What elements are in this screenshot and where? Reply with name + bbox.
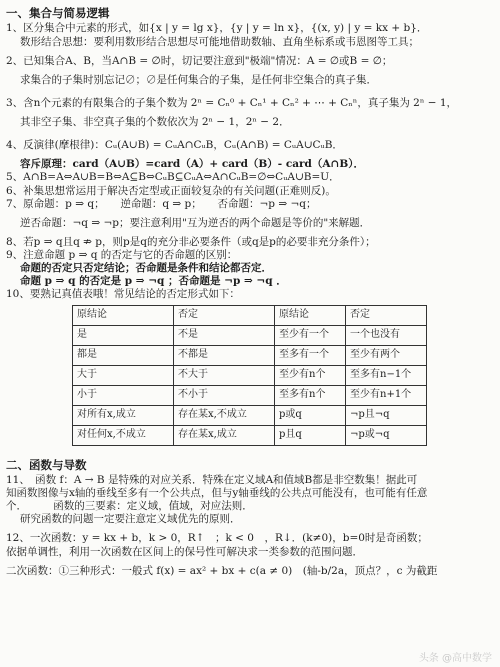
table-cell: ¬p且¬q <box>346 405 427 425</box>
item-6: 6、补集思想常运用于解决否定型或正面较复杂的有关问题(正难则反)。 <box>6 184 336 197</box>
item-7b: 逆否命题：¬q ⇒ ¬p；要注意利用"互为逆否的两个命题是等价的"来解题． <box>20 216 371 229</box>
item-11: 11、 函数 f：A → B 是特殊的对应关系．特殊在定义域A和值域B都是非空数集！据此可 <box>6 473 418 486</box>
section2-title: 二、函数与导数 <box>6 457 87 472</box>
table-cell: 是 <box>73 325 174 345</box>
table-cell: 至少有两个 <box>346 345 427 365</box>
table-header: 否定 <box>174 305 275 325</box>
table-cell: 不是 <box>174 325 275 345</box>
table-cell: 不都是 <box>174 345 275 365</box>
table-row <box>73 345 427 365</box>
table-cell: 至少有一个 <box>275 325 346 345</box>
table-cell: ¬p或¬q <box>346 425 427 445</box>
table-cell: 对所有x,成立 <box>73 405 174 425</box>
table-cell: 存在某x,不成立 <box>174 405 275 425</box>
table-cell: 大于 <box>73 365 174 385</box>
table-row <box>73 425 427 445</box>
item-3: 3、含n个元素的有限集合的子集个数为 2ⁿ = Cₙ⁰ + Cₙ¹ + Cₙ² + ⋯ + Cₙⁿ，真子集为 2ⁿ − 1， <box>6 96 458 109</box>
item-9: 9、注意命题 p ⇒ q 的否定与它的否命题的区别： <box>6 249 238 261</box>
item-1b: 数形结合思想：要利用数形结合思想尽可能地借助数轴、直角坐标系或韦恩图等工具； <box>20 35 419 48</box>
item-9b: 命题的否定只否定结论；否命题是条件和结论都否定． <box>20 262 272 275</box>
table-cell: 不小于 <box>174 385 275 405</box>
table-cell: 小于 <box>73 385 174 405</box>
item-7: 7、原命题：p ⇒ q； 逆命题：q ⇒ p； 否命题：¬p ⇒ ¬q； <box>6 197 317 210</box>
item-1: 1、区分集合中元素的形式，如{x | y = lg x}，{y | y = ln x}，{(x, y) | y = kx + b}． <box>6 22 428 35</box>
table-cell: 存在某x,成立 <box>174 425 275 445</box>
section1-title: 一、集合与简易逻辑 <box>6 6 110 20</box>
table-cell: 至多有n个 <box>275 385 346 405</box>
table-cell: 至少有n个 <box>275 365 346 385</box>
item-13: 二次函数：①三种形式：一般式 f(x) = ax² + bx + c(a ≠ 0) (轴-b/2a，顶点？，c 为截距 <box>6 564 438 577</box>
table-row <box>73 385 427 405</box>
table-header: 原结论 <box>73 305 174 325</box>
item-8: 8、若p ⇒ q且q ⇏ p，则p是q的充分非必要条件（或q是p的必要非充分条件）； <box>6 235 376 248</box>
table-cell: 不大于 <box>174 365 275 385</box>
table-header-row <box>73 305 427 325</box>
item-4b: 容斥原理：card（A∪B）=card（A）+ card（B）- card（A∩B）． <box>20 158 364 171</box>
table-cell: 至多有一个 <box>275 345 346 365</box>
item-10: 10、要熟记真值表哦！常见结论的否定形式如下： <box>6 288 240 301</box>
table-cell: 至少有n+1个 <box>346 385 427 405</box>
table-header: 原结论 <box>275 305 346 325</box>
table-cell: 对任何x,不成立 <box>73 425 174 445</box>
table-cell: 都是 <box>73 345 174 365</box>
watermark: 头条 @高中数学 <box>418 652 492 664</box>
table-cell: p或q <box>275 405 346 425</box>
item-5: 5、A∩B=A⇔A∪B=B⇔A⊆B⇔CᵤB⊆CᵤA⇔A∩CᵤB=∅⇔CᵤA∪B=U． <box>6 171 340 184</box>
table-cell: 一个也没有 <box>346 325 427 345</box>
item-11d: 研究函数的问题一定要注意定义域优先的原则． <box>20 513 241 526</box>
item-9c: 命题 p ⇒ q 的否定是 p ⇒ ¬q ；否命题是 ¬p ⇒ ¬q ． <box>20 275 287 288</box>
negation-table <box>72 305 427 446</box>
item-3b: 其非空子集、非空真子集的个数依次为 2ⁿ − 1，2ⁿ − 2． <box>20 116 290 128</box>
table-row <box>73 365 427 385</box>
table-cell: 至多有n−1个 <box>346 365 427 385</box>
item-12: 12、一次函数：y = kx + b，k > 0，R↑ ；k < 0 ，R↓．(k≠0)，b=0时是奇函数； <box>6 532 428 545</box>
table-row <box>73 405 427 425</box>
item-11c: 个． 函数的三要素：定义域，值域，对应法则． <box>6 500 253 513</box>
item-12b: 依据单调性，利用一次函数在区间上的保号性可解决求一类参数的范围问题． <box>6 545 363 558</box>
item-2: 2、已知集合A、B，当A∩B = ∅时，切记要注意到"极端"情况：A = ∅或B = ∅； <box>6 54 393 67</box>
table-header: 否定 <box>346 305 427 325</box>
item-11b: 知函数图像与x轴的垂线至多有一个公共点，但与y轴垂线的公共点可能没有，也可能有任意 <box>6 487 428 499</box>
item-4: 4、反演律(摩根律)：Cᵤ(A∪B) = CᵤA∩CᵤB，Cᵤ(A∩B) = CᵤA∪CᵤB． <box>6 139 343 152</box>
table-cell: p且q <box>275 425 346 445</box>
item-2b: 求集合的子集时别忘记∅；∅是任何集合的子集，是任何非空集合的真子集． <box>20 73 377 86</box>
table-row <box>73 325 427 345</box>
